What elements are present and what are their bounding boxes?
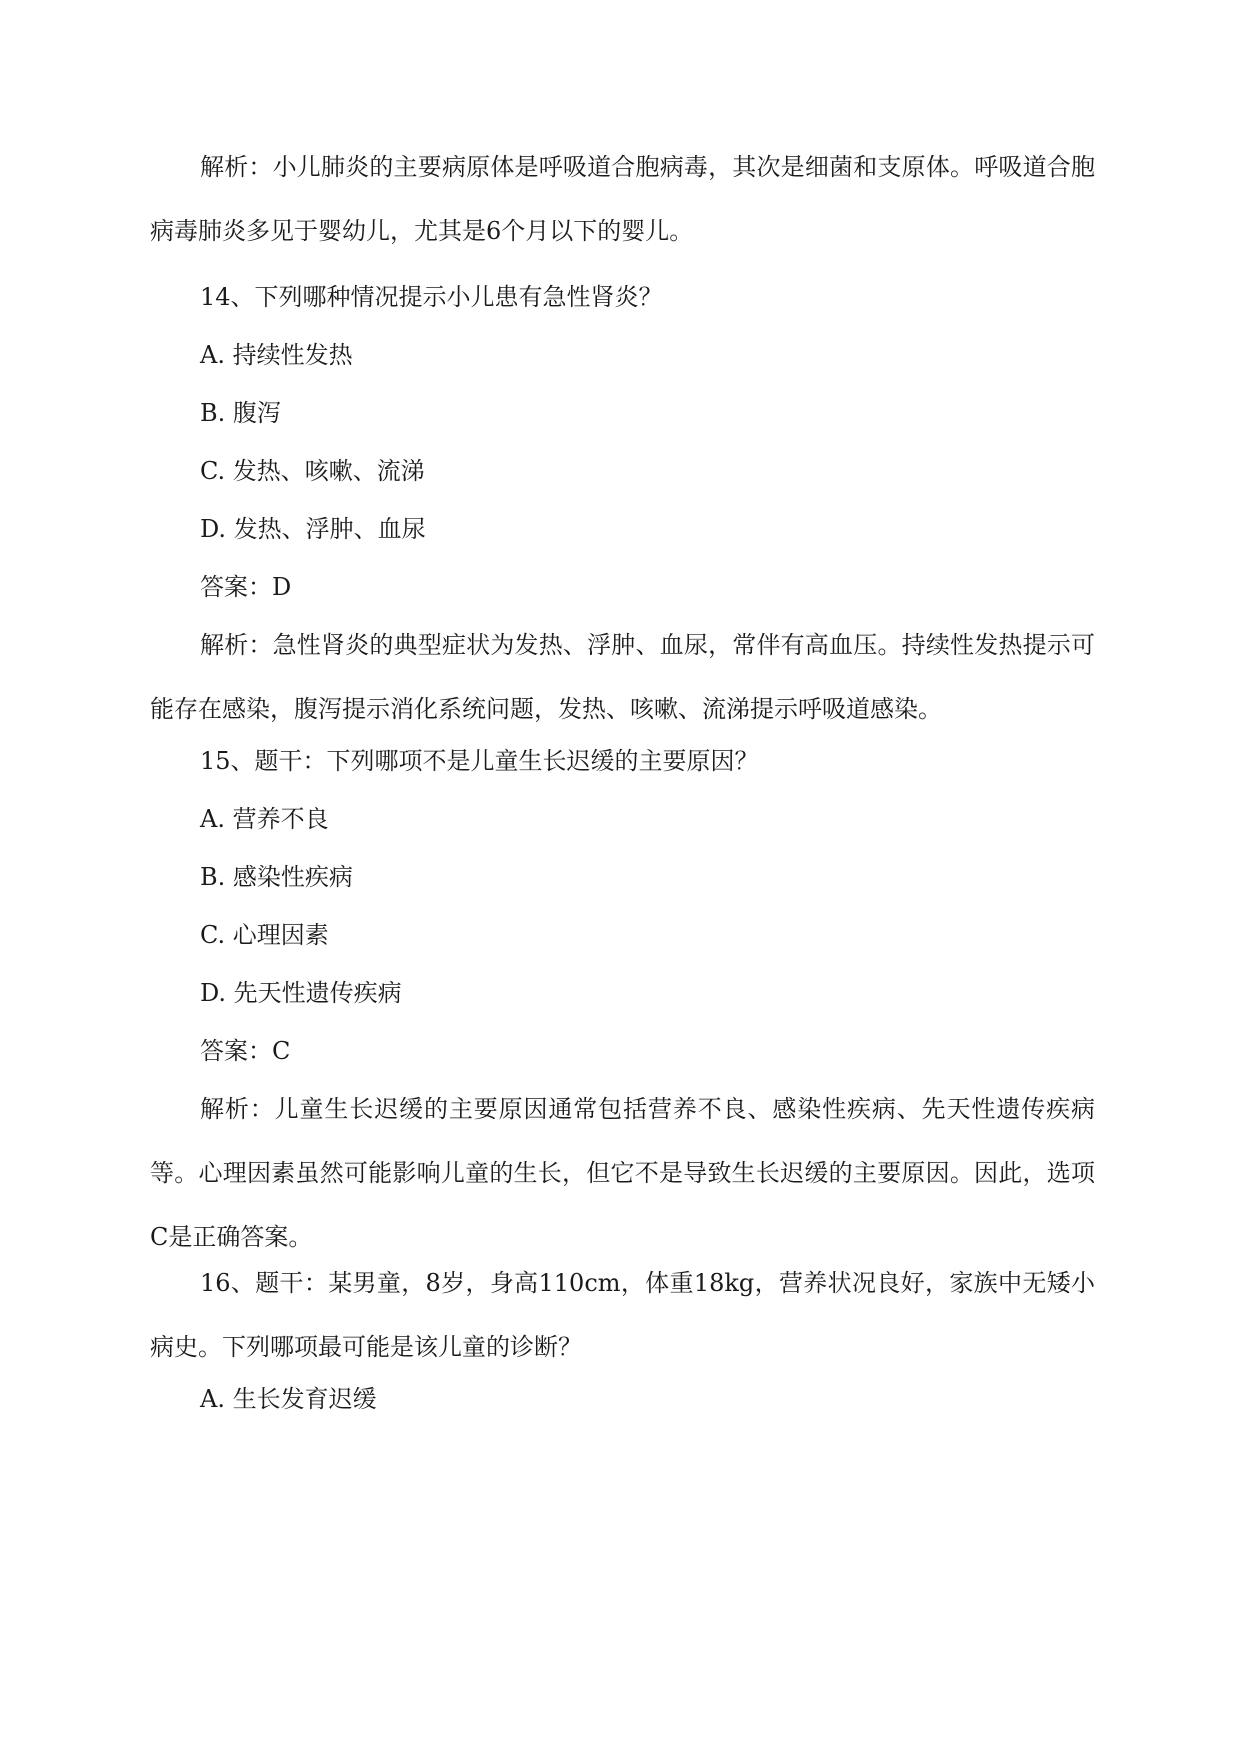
q15-option-a: A. 营养不良 [200, 805, 329, 833]
q15-option-c: C. 心理因素 [200, 921, 329, 949]
q16-stem: 16、题干：某男童，8岁，身高110cm，体重18kg，营养状况良好，家族中无矮小病史。下列哪项最可能是该儿童的诊断？ [150, 1269, 1095, 1361]
q13-explanation: 解析：小儿肺炎的主要病原体是呼吸道合胞病毒，其次是细菌和支原体。呼吸道合胞病毒肺炎多见于婴幼儿，尤其是6个月以下的婴儿。 [150, 153, 1095, 245]
q14-option-d: D. 发热、浮肿、血尿 [200, 515, 426, 543]
q14-stem: 14、下列哪种情况提示小儿患有急性肾炎？ [200, 283, 663, 311]
q14-option-c: C. 发热、咳嗽、流涕 [200, 457, 425, 485]
q15-explanation: 解析：儿童生长迟缓的主要原因通常包括营养不良、感染性疾病、先天性遗传疾病等。心理因素虽然可能影响儿童的生长，但它不是导致生长迟缓的主要原因。因此，选项C是正确答案。 [150, 1095, 1095, 1251]
q16-option-a: A. 生长发育迟缓 [200, 1385, 377, 1413]
q15-option-d: D. 先天性遗传疾病 [200, 979, 402, 1007]
q15-answer: 答案：C [200, 1037, 291, 1065]
q14-option-b: B. 腹泻 [200, 399, 281, 427]
q15-stem: 15、题干：下列哪项不是儿童生长迟缓的主要原因？ [200, 747, 759, 775]
q14-option-a: A. 持续性发热 [200, 341, 353, 369]
q14-answer: 答案：D [200, 573, 292, 601]
q14-explanation: 解析：急性肾炎的典型症状为发热、浮肿、血尿，常伴有高血压。持续性发热提示可能存在感染，腹泻提示消化系统问题，发热、咳嗽、流涕提示呼吸道感染。 [150, 631, 1095, 723]
q15-option-b: B. 感染性疾病 [200, 863, 353, 891]
